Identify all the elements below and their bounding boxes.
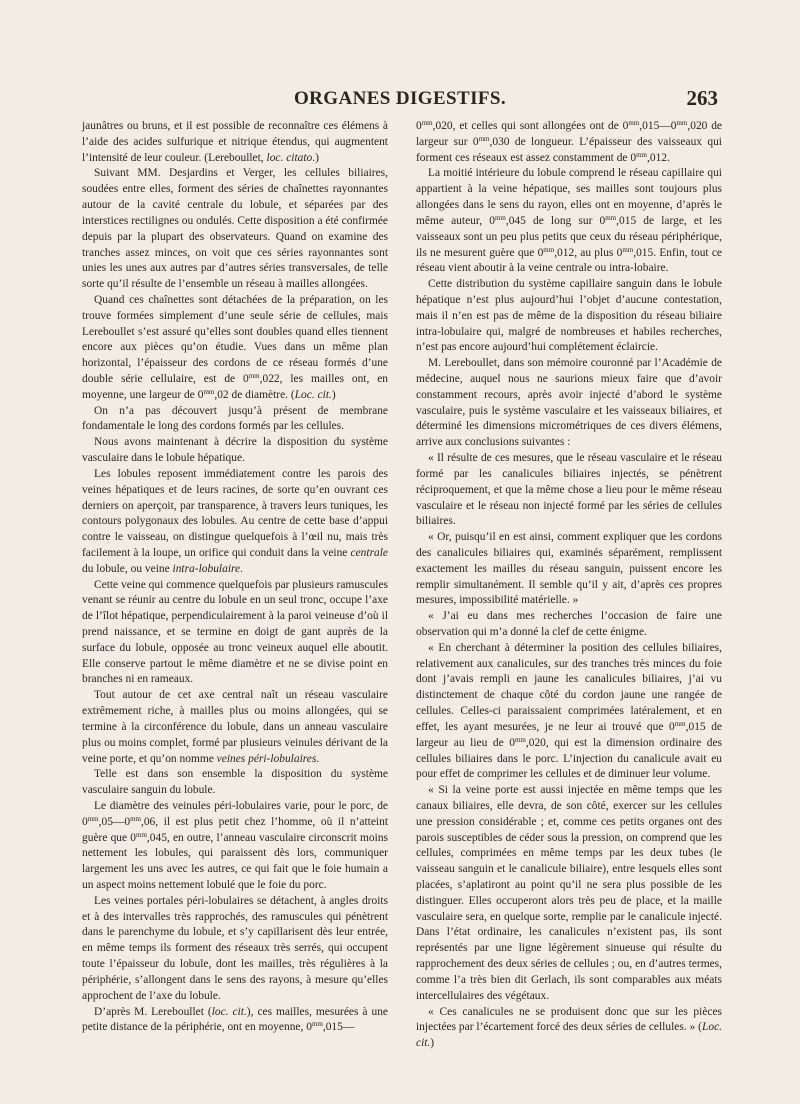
right-column bbox=[416, 119, 722, 1052]
paragraph: « J’ai eu dans mes recherches l’occasion de faire une observation qui m’a donné la clef de cette énigme. bbox=[416, 610, 722, 638]
paragraph: La moitié intérieure du lobule comprend le réseau capillaire qui appartient à la veine hépatique, ses mailles sont toujours plus allongées dans le sens du rayon, elles ont en moyenne, d’après le même auteur, $0^{mm},045$ de long sur $0^{mm},015$ de large, et les vaisseaux sont un peu plus petits que ceux du réseau périphérique, ils ne mesurent guère que $0^{mm},012$, au plus $0^{mm},015$. Enfin, tout ce réseau vient aboutir à la veine centrale ou intra-lobaire. bbox=[416, 167, 722, 275]
paragraph: D’après M. Lereboullet (loc. cit.), ces mailles, mesurées à une petite distance de la périphérie, ont en moyenne, $0^{mm},015—$ bbox=[82, 1005, 388, 1034]
paragraph: « Ces canalicules ne se produisent donc que sur les pièces injectées par l’écartement forcé des deux séries de cellules. » (Loc. cit.) bbox=[416, 1005, 722, 1050]
paragraph: On n’a pas découvert jusqu’à présent de membrane fondamentale le long des cordons formés par les cellules. bbox=[82, 404, 388, 433]
paragraph: $0^{mm},020$, et celles qui sont allongées ont de $0^{mm},015—0^{mm},020$ de largeur sur $0^{mm},030$ de longueur. L’épaisseur des vaisseaux qui forment ces réseaux est assez constamment de $0^{mm},012$. bbox=[416, 119, 722, 164]
paragraph: « En cherchant à déterminer la position des cellules biliaires, relativement aux canalicules, sur des tranches très minces du foie dont j’avais rempli en jaune les canalicules biliaires, j’ai vu distinctement de chaque côté du cordon jaune une rangée de cellules. Celles-ci paraissaient comprimées latéralement, et en effet, les ayant mesurées, je ne leur ai trouvé que $0^{mm},015$ de largeur au lieu de $0^{mm},020$, qui est la dimension ordinaire des cellules biliaires dans le porc. L’injection du canalicule avait eu pour effet de comprimer les cellules et de diminuer leur volume. bbox=[416, 641, 723, 781]
paragraph: Quand ces chaînettes sont détachées de la préparation, on les trouve formées simplement d’une seule série de cellules, mais Lereboullet s’est assuré qu’elles sont doubles quand elles tiennent encore aux pièces qu’on étudie. Vues dans un même plan horizontal, l’épaisseur des cordons de ce réseau formés d’une double série cellulaire, est de $0^{mm},022$, les mailles ont, en moyenne, une largeur de $0^{mm},02$ de diamètre. (Loc. cit.) bbox=[82, 293, 388, 401]
paragraph: jaunâtres ou bruns, et il est possible de reconnaître ces élémens à l’aide des acides sulfurique et nitrique étendus, qui augmentent l’intensité de leur couleur. (Lereboullet, loc. citato.) bbox=[82, 120, 388, 164]
page-number: 263 bbox=[686, 86, 718, 110]
paragraph: Tout autour de cet axe central naît un réseau vasculaire extrêmement riche, à mailles plus ou moins allongées, qui se termine à la circonférence du lobule, dans un anneau vasculaire plus ou moins complet, formé par plusieurs veinules dérivant de la veine porte, et qu’on nomme veines péri-lobulaires. bbox=[82, 689, 388, 765]
paragraph: Suivant MM. Desjardins et Verger, les cellules biliaires, soudées entre elles, forment des séries de chaînettes rayonnantes autour de la cavité centrale du lobule, et séparées par des interstices rectilignes ou ondulés. Cette disposition a été confirmée depuis par la plupart des observateurs. Quand on examine des tranches assez minces, on voit que ces séries rayonnantes sont unies les unes aux autres par d’autres séries transversales, de telle sorte qu’il résulte de l’ensemble un réseau à mailles allongées. bbox=[82, 167, 388, 291]
paragraph: Les veines portales péri-lobulaires se détachent, à angles droits et à des intervalles très rapprochés, des ramuscules qui pénètrent dans le parenchyme du lobule, et s’y capillarisent dès leur entrée, en même temps ils forment des réseaux très serrés, qui occupent toute l’épaisseur du lobule, dont les mailles, très régulières à la périphérie, s’allongent dans le sens des rayons, à mesure qu’elles approchent de l’axe du lobule. bbox=[82, 894, 388, 1002]
left-column bbox=[82, 119, 388, 1036]
paragraph: Telle est dans son ensemble la disposition du système vasculaire sanguin du lobule. bbox=[82, 768, 388, 797]
page-title: ORGANES DIGESTIFS. bbox=[293, 88, 507, 109]
paragraph: Le diamètre des veinules péri-lobulaires varie, pour le porc, de $0^{mm},05—0^{mm},06$, il est plus petit chez l’homme, où il n’atteint guère que $0^{mm},045$, en outre, l’anneau vasculaire circonscrit moins nettement les lobules, qui paraissent dès lors, communiquer largement les uns avec les autres, ce qui fait que le foie humain a un aspect moins nettement lobulé que le foie du porc. bbox=[82, 799, 388, 891]
paragraph: M. Lereboullet, dans son mémoire couronné par l’Académie de médecine, auquel nous ne saurions mieux faire que d’avoir constamment recours, après avoir injecté d’abord le système vasculaire, puis le système vasculaire et les vaisseaux biliaires, et déterminé les dimensions micrométriques de ces divers élémens, arrive aux conclusions suivantes : bbox=[416, 357, 722, 449]
paragraph: Les lobules reposent immédiatement contre les parois des veines hépatiques et de leurs racines, de sorte qu’en ouvrant ces derniers on aperçoit, par transparence, à travers leurs tuniques, les contours polygonaux des lobules. Au centre de cette base d’appui contre le vaisseau, on distingue quelquefois à l’œil nu, mais très facilement à la loupe, un orifice qui conduit dans la veine centrale du lobule, ou veine intra-lobulaire. bbox=[82, 467, 388, 575]
paragraph: Cette distribution du système capillaire sanguin dans le lobule hépatique n’est plus aujourd’hui l’objet d’aucune contestation, mais il n’en est pas de même de la disposition du réseau biliaire intra-lobulaire qui, malgré de nombreuses et habiles recherches, n’est pas encore aujourd’hui complétement éclaircie. bbox=[416, 278, 722, 354]
running-head bbox=[82, 88, 718, 112]
paragraph: Nous avons maintenant à décrire la disposition du système vasculaire dans le lobule hépatique. bbox=[82, 436, 388, 465]
paragraph: « Il résulte de ces mesures, que le réseau vasculaire et le réseau formé par les canalicules biliaires injectés, se pénètrent réciproquement, et que la même chose a lieu pour le même réseau vasculaire et le réseau non injecté formé par les séries de cellules biliaires. bbox=[416, 452, 722, 528]
paragraph: « Si la veine porte est aussi injectée en même temps que les canaux biliaires, elle devra, de son côté, exercer sur les cellules une pression considérable ; et, comme ces petits organes ont des parois susceptibles de céder sous la pression, on comprend que les cellules, comprimées en même temps par les deux tubes (le vaisseau sanguin et le canalicule biliaire), entre lesquels elles sont placées, s’aplatiront au point qu’il ne sera plus possible de les distinguer. Elles occuperont alors très peu de place, et la maille vasculaire sera, en quelque sorte, remplie par le canalicule injecté. Dans l’état ordinaire, les canalicules n’existent pas, ils sont représentés par une ligne légèrement sinueuse qui résulte du rapprochement des deux séries de cellules ; ou, en d’autres termes, comme l’a très bien dit Gerlach, ils sont comparables aux méats intercellulaires des végétaux. bbox=[416, 784, 722, 1002]
paragraph: Cette veine qui commence quelquefois par plusieurs ramuscules venant se réunir au centre du lobule en un seul tronc, occupe l’axe de l’îlot hépatique, perpendiculairement à la paroi veineuse d’où il prend naissance, et se termine en doigt de gant auprès de la surface du lobule, opposée au tronc veineux auquel elle aboutit. Elle conserve partout le même diamètre et ne se divise point en branches ni en rameaux. bbox=[82, 578, 388, 686]
paragraph: « Or, puisqu’il en est ainsi, comment expliquer que les cordons des canalicules biliaires qui, examinés séparément, remplissent exactement les mailles du réseau sanguin, puissent encore les remplir simultanément. Il semble qu’il y ait, d’après ces propres mesures, impossibilité matérielle. » bbox=[416, 531, 722, 607]
